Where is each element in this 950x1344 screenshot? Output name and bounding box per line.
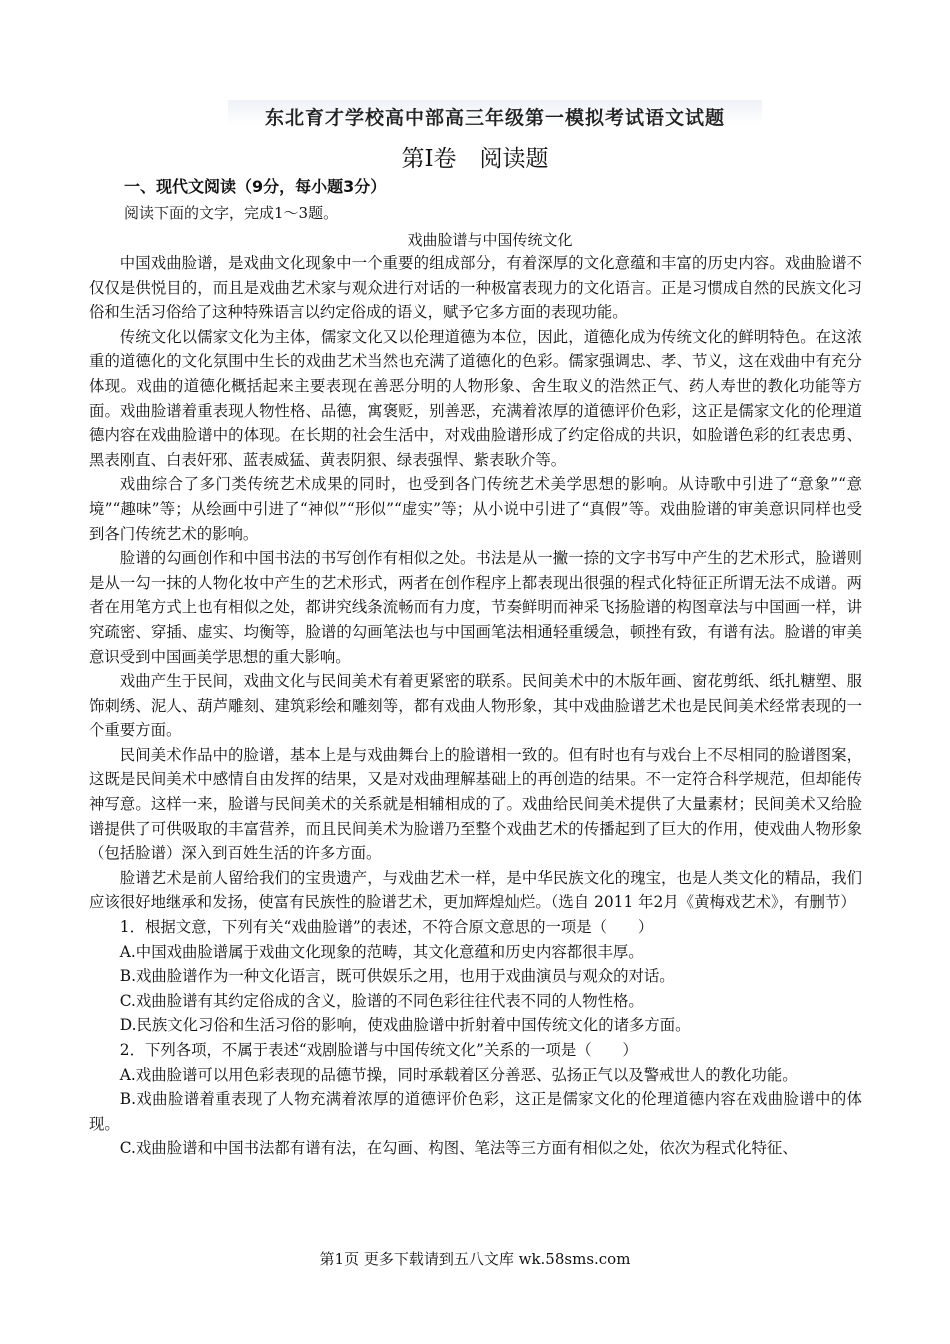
- article-paragraph: 民间美术作品中的脸谱，基本上是与戏曲舞台上的脸谱相一致的。但有时也有与戏台上不尽相同的脸谱图案，这既是民间美术中感情自由发挥的结果，又是对戏曲理解基础上的再创造的结果。不一定符合科学规范，但却能传神写意。这样一来，脸谱与民间美术的关系就是相辅相成的了。戏曲给民间美术提供了大量素材；民间美术又给脸谱提供了可供吸取的丰富营养，而且民间美术为脸谱乃至整个戏曲艺术的传播起到了巨大的作用，使戏曲人物形象（包括脸谱）深入到百姓生活的许多方面。: [89, 745, 862, 863]
- article-paragraph: 传统文化以儒家文化为主体，儒家文化又以伦理道德为本位，因此，道德化成为传统文化的鲜明特色。在这浓重的道德化的文化氛围中生长的戏曲艺术当然也充满了道德化的色彩。儒家强调忠、孝、节义，这在戏曲中有充分体现。戏曲的道德化概括起来主要表现在善恶分明的人物形象、舍生取义的浩然正气、药人寿世的教化功能等方面。戏曲脸谱着重表现人物性格、品德，寓褒贬，别善恶，充满着浓厚的道德评价色彩，这正是儒家文化的伦理道德内容在戏曲脸谱中的体现。在长期的社会生活中，对戏曲脸谱形成了约定俗成的共识，如脸谱色彩的红表忠勇、黑表刚直、白表奸邪、蓝表威猛、黄表阴狠、绿表强悍、紫表耿介等。: [89, 327, 862, 469]
- question-1-option-d: D.民族文化习俗和生活习俗的影响，使戏曲脸谱中折射着中国传统文化的诸多方面。: [119, 1016, 691, 1035]
- question-2-option-b: B.戏曲脸谱着重表现了人物充满着浓厚的道德评价色彩，这正是儒家文化的伦理道德内容在戏曲脸谱中的体现。: [89, 1090, 862, 1133]
- page-footer: 第1页 更多下载请到五八文库 wk.58sms.com: [319, 1250, 631, 1268]
- question-1-stem: 1．根据文意，下列有关“戏曲脸谱”的表述，不符合原文意思的一项是（ ）: [119, 918, 654, 937]
- article-paragraph: 脸谱艺术是前人留给我们的宝贵遗产，与戏曲艺术一样，是中华民族文化的瑰宝，也是人类文化的精品，我们应该很好地继承和发扬，使富有民族性的脸谱艺术，更加辉煌灿烂。（选自 2011 年2月《黄梅戏艺术》，有删节）: [89, 868, 862, 912]
- article-paragraph: 戏曲产生于民间，戏曲文化与民间美术有着更紧密的联系。民间美术中的木版年画、窗花剪纸、纸扎糖塑、服饰刺绣、泥人、葫芦雕刻、建筑彩绘和雕刻等，都有戏曲人物形象，其中戏曲脸谱艺术也是民间美术经常表现的一个重要方面。: [89, 672, 862, 740]
- article-paragraph: 脸谱的勾画创作和中国书法的书写创作有相似之处。书法是从一撇一捺的文字书写中产生的艺术形式，脸谱则是从一勾一抹的人物化妆中产生的艺术形式，两者在创作程序上都表现出很强的程式化特征正所谓无法不成谱。两者在用笔方式上也有相似之处，都讲究线条流畅而有力度，节奏鲜明而神采飞扬脸谱的构图章法与中国画一样，讲究疏密、穿插、虚实、均衡等，脸谱的勾画笔法也与中国画笔法相通轻重缓急，顿挫有致，有谱有法。脸谱的审美意识受到中国画美学思想的重大影响。: [89, 549, 862, 666]
- section-title: 一、现代文阅读（9分，每小题3分）: [124, 177, 387, 196]
- question-1-option-b: B.戏曲脸谱作为一种文化语言，既可供娱乐之用，也用于戏曲演员与观众的对话。: [119, 967, 675, 986]
- question-2-stem: 2．下列各项，不属于表述“戏剧脸谱与中国传统文化”关系的一项是（ ）: [119, 1041, 638, 1059]
- article-paragraph: 中国戏曲脸谱，是戏曲文化现象中一个重要的组成部分，有着深厚的文化意蕴和丰富的历史内容。戏曲脸谱不仅仅是供悦目的，而且是戏曲艺术家与观众进行对话的一种极富表现力的文化语言。正是习惯成自然的民族文化习俗和生活习俗给了这种特殊语言以约定俗成的语义，赋予它多方面的表现功能。: [89, 254, 862, 322]
- question-2-option-c: C.戏曲脸谱和中国书法都有谱有法，在勾画、构图、笔法等三方面有相似之处，依次为程式化特征、: [119, 1139, 798, 1158]
- question-1-option-a: A.中国戏曲脸谱属于戏曲文化现象的范畴，其文化意蕴和历史内容都很丰厚。: [119, 942, 644, 961]
- question-2-option-a: A.戏曲脸谱可以用色彩表现的品德节操，同时承载着区分善恶、弘扬正气以及警戒世人的教化功能。: [119, 1065, 798, 1084]
- instructions: 阅读下面的文字，完成1～3题。: [124, 204, 339, 222]
- article-title: 戏曲脸谱与中国传统文化: [407, 231, 573, 249]
- article-body: [89, 251, 862, 1161]
- article-paragraph: 戏曲综合了多门类传统艺术成果的同时，也受到各门传统艺术美学思想的影响。从诗歌中引进了“意象”“意境”“趣味”等；从绘画中引进了“神似”“形似”“虚实”等；从小说中引进了“真假”等。戏曲脸谱的审美意识同样也受到各门传统艺术的影响。: [89, 475, 862, 543]
- volume-title: 第Ⅰ卷 阅读题: [401, 146, 549, 172]
- question-1-option-c: C.戏曲脸谱有其约定俗成的含义，脸谱的不同色彩往往代表不同的人物性格。: [119, 991, 644, 1010]
- school-title: 东北育才学校高中部高三年级第一模拟考试语文试题: [228, 100, 762, 136]
